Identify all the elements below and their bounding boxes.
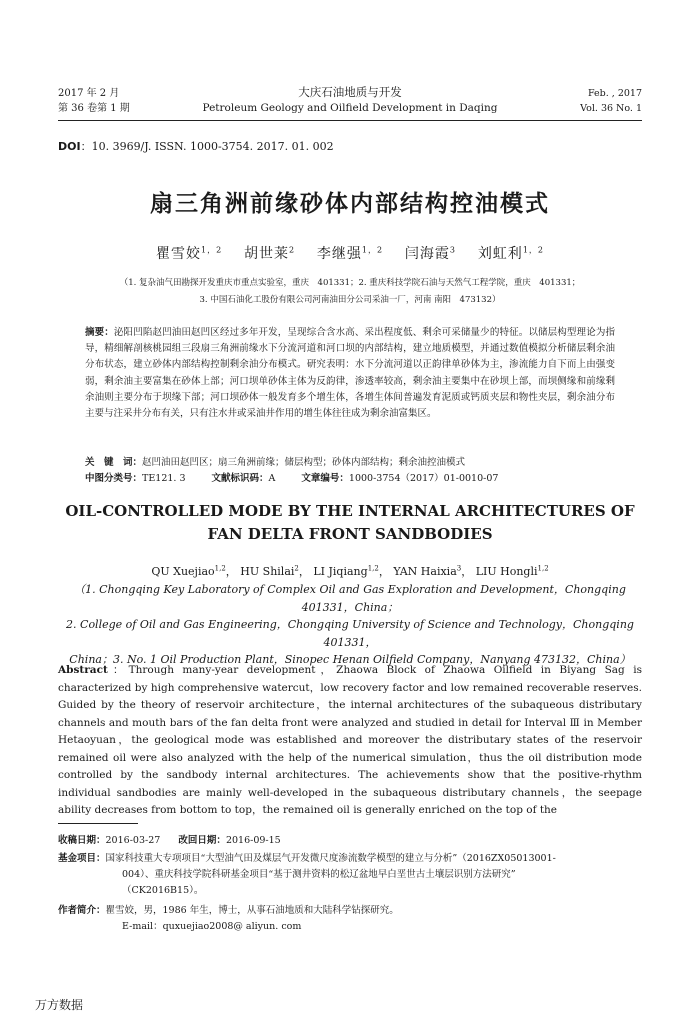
doi-value: ：10. 3969/J. ISSN. 1000-3754. 2017. 01. 002 <box>80 140 334 153</box>
affiliation-line: （1. 复杂油气田勘探开发重庆市重点实验室，重庆 401331；2. 重庆科技学院石油与天然气工程学院，重庆 401331； <box>119 278 581 288</box>
received-label: 收稿日期： <box>58 835 106 846</box>
fund-line: （CK2016B15）。 <box>122 885 204 896</box>
author-cn: 李继强$^{1,2}$ <box>316 245 384 262</box>
author-list-en: QU Xuejiao$^{1,2}$， HU Shilai$^2$， LI Jiqiang$^{1,2}$， YAN Haixia$^3$， LIU Hongli$^{1,2}$ <box>151 564 549 578</box>
footnote-rule <box>58 823 138 824</box>
author-bio: 瞿雪姣，男，1986 年生，博士，从事石油地质和大陆科学钻探研究。 <box>105 905 399 916</box>
affiliation-line: （1. Chongqing Key Laboratory of Complex Oil and Gas Exploration and Development，Chongqing 401331，China； <box>74 583 626 614</box>
paper-title-cn: 扇三角洲前缘砂体内部结构控油模式 <box>150 191 550 217</box>
author-bio-label: 作者简介： <box>58 905 106 916</box>
classification-cn <box>85 471 615 487</box>
affiliation-line: 2. College of Oil and Gas Engineering，Chongqing University of Science and Technology，Chongqing 401331， <box>66 618 634 649</box>
article-number-value: 1000-3754（2017）01-0010-07 <box>348 473 499 484</box>
keywords-cn-label: 关 键 词： <box>85 457 143 468</box>
journal-date: 2017 年 2 月 <box>58 88 120 99</box>
article-number-label: 文章编号： <box>301 473 349 484</box>
abstract-en-text: ：Through many-year development，Zhaowa Block of Zhaowa Oilfield in Biyang Sag is characterized by high comprehensive watercut，low recovery factor and low remained recoverable reserves. Guided by the theory of reservoir architecture，the internal architectures of the subaqueous distributary channels and mouth bars of the fan delta front were analyzed and studied in detail for Interval Ⅲ in Member Hetaoyuan，the geological mode was established and moreover the distributary states of the reservoir remained oil were also analyzed with the help of the numerical simulation，thus the oil distribution mode controlled by the sandbody internal architectures. The achievements show that the positive-rhythm individual sandbodies are mainly well-developed in the subaqueous distributary channels，the seepage ability decreases from bottom to top，the remained oil is generally enriched on the top of the <box>58 664 642 816</box>
received-date: 2016-03-27 <box>105 835 161 846</box>
doi-label: DOI <box>58 140 81 153</box>
doc-code-label: 文献标识码： <box>211 473 269 484</box>
fund-line: 004）、重庆科技学院科研基金项目“基于测井资料的松辽盆地早白垩世古土壤层识别方法研究” <box>122 869 516 880</box>
journal-date-volume <box>58 86 130 116</box>
journal-volume-en: Vol. 36 No. 1 <box>580 103 642 114</box>
paper-title-en: OIL-CONTROLLED MODE BY THE INTERNAL ARCHITECTURES OF FAN DELTA FRONT SANDBODIES <box>65 502 635 543</box>
author-cn: 闫海霞$^3$ <box>404 245 456 262</box>
author-en: QU Xuejiao$^{1,2}$ <box>151 564 226 578</box>
footnote-fund <box>58 851 642 899</box>
journal-name-cn: 大庆石油地质与开发 <box>298 85 402 99</box>
abstract-cn <box>85 325 615 422</box>
affiliation-line: 3. 中国石油化工股份有限公司河南油田分公司采油一厂，河南 南阳 473132） <box>199 295 501 305</box>
author-en: LI Jiqiang$^{1,2}$ <box>313 564 379 578</box>
clc-label: 中图分类号： <box>85 473 143 484</box>
author-email: E-mail：quxuejiao2008@ aliyun. com <box>122 921 302 932</box>
affiliations-en <box>58 581 642 669</box>
watermark: 万方数据 <box>35 998 84 1012</box>
journal-date-en: Feb. , 2017 <box>587 88 642 99</box>
journal-name-en: Petroleum Geology and Oilfield Development in Daqing <box>202 102 498 114</box>
journal-volume: 第 36 卷第 1 期 <box>58 103 130 114</box>
revised-label: 改回日期： <box>178 835 226 846</box>
doc-code-value: A <box>268 473 276 484</box>
affiliation-line: China；3. No. 1 Oil Production Plant，Sinopec Henan Oilfield Company，Nanyang 473132，China） <box>69 653 631 666</box>
author-en: YAN Haixia$^3$ <box>393 564 462 578</box>
author-en: LIU Hongli$^{1,2}$ <box>475 564 549 578</box>
abstract-cn-label: 摘要： <box>85 327 114 338</box>
fund-line: 国家科技重大专项项目“大型油气田及煤层气开发微尺度渗流数学模型的建立与分析”（2016ZX05013001- <box>105 853 556 864</box>
journal-date-volume-en <box>580 86 642 116</box>
keywords-cn-text: 赵凹油田赵凹区；扇三角洲前缘；储层构型；砂体内部结构；剩余油控油模式 <box>142 457 466 468</box>
author-cn: 胡世莱$^2$ <box>244 245 296 262</box>
footnote-dates <box>58 833 642 849</box>
revised-date: 2016-09-15 <box>225 835 281 846</box>
author-cn: 刘虹利$^{1,2}$ <box>477 245 544 262</box>
doi <box>58 138 334 154</box>
fund-label: 基金项目： <box>58 853 106 864</box>
author-en: HU Shilai$^2$ <box>240 564 299 578</box>
journal-name <box>200 84 500 116</box>
clc-value: TE121. 3 <box>142 473 186 484</box>
affiliations-cn <box>90 275 610 309</box>
abstract-en-label: Abstract <box>58 664 108 676</box>
abstract-en <box>58 662 642 820</box>
footnote-author <box>58 903 642 935</box>
author-cn: 瞿雪姣$^{1,2}$ <box>156 245 223 262</box>
abstract-cn-text: 泌阳凹陷赵凹油田赵凹区经过多年开发，呈现综合含水高、采出程度低、剩余可采储量少的特征。以储层构型理论为指导，精细解剖核桃园组三段扇三角洲前缘水下分流河道和河口坝的内部结构，建立地质模型，并通过数值模拟分析储层剩余油分布状态，建立砂体内部结构控制剩余油分布模式。研究表明：水下分流河道以正韵律单砂体为主，渗流能力自下而上由强变弱，剩余油主要富集在砂体上部；河口坝单砂体主体为反韵律，渗透率较高，剩余油主要集中在砂坝上部，而坝侧缘和前缘剩余油则主要分布于坝缘下部；河口坝砂体一般发育多个增生体，各增生体间普遍发育泥质或钙质夹层和物性夹层，剩余油分布主要与注采井分布有关，只有注水井或采油井作用的增生体往往成为剩余油富集区。 <box>85 327 615 420</box>
keywords-cn <box>85 455 615 471</box>
header-rule <box>58 120 642 121</box>
author-list-cn <box>58 243 642 263</box>
